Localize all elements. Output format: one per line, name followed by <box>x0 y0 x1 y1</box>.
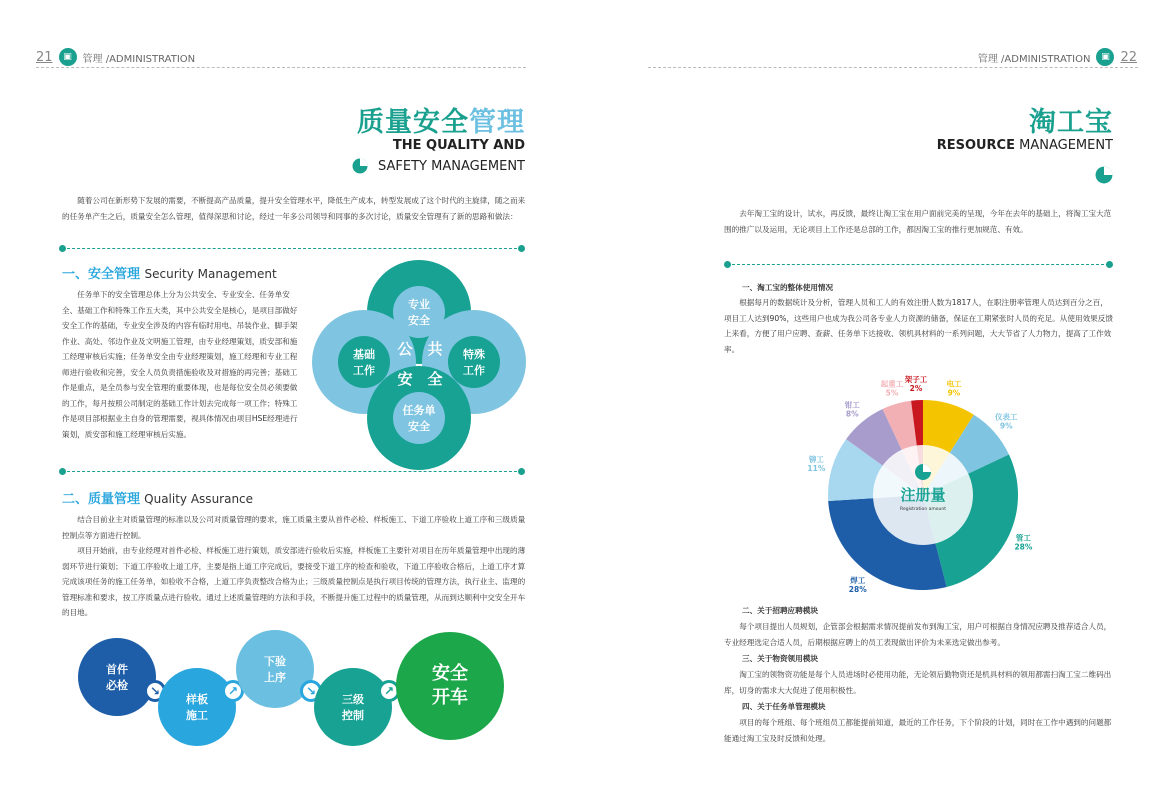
header-rule <box>36 67 526 68</box>
center-char: 共 <box>427 340 443 358</box>
section-heading: 一、淘工宝的整体使用情况 <box>742 283 834 292</box>
pie-label-6: 起重工 <box>880 379 904 389</box>
subtitle-rest: MANAGEMENT <box>1014 138 1113 153</box>
page-number: 22 <box>1120 49 1137 65</box>
quality-flow-diagram <box>78 628 508 748</box>
ring-center <box>392 338 448 394</box>
arrow-icon: ↗ <box>378 680 400 702</box>
subtitle-2: SAFETY MANAGEMENT <box>378 158 525 174</box>
flow-step: 样板 施工 <box>158 668 236 746</box>
heading-cn: 二、质量管理 <box>62 492 141 507</box>
flow-step-final: 安全 开车 <box>396 632 504 740</box>
header-label: 管理 /ADMINISTRATION <box>82 53 196 65</box>
arrow-icon: ↗ <box>222 680 244 702</box>
pie-label-1: 仪表工 <box>995 412 1018 422</box>
pie-value-5: 8% <box>845 409 859 419</box>
section-heading: 三、关于物资领用模块 <box>742 654 818 663</box>
pie-label-2: 管工 <box>1015 533 1031 543</box>
ring-top-label: 专业 安全 <box>393 286 445 338</box>
flow-step: 首件 必检 <box>78 638 156 716</box>
center-char: 安 <box>397 370 413 388</box>
ring-right-label: 特殊 工作 <box>448 336 500 388</box>
title-part-2: 管理 <box>469 107 525 138</box>
ring-left-label: 基础 工作 <box>338 336 390 388</box>
right-page-header <box>978 48 1137 66</box>
pie-label-7: 架子工 <box>904 375 928 385</box>
subtitle-bold: RESOURCE <box>936 138 1015 153</box>
safety-ring-diagram <box>312 260 526 474</box>
subtitle-row <box>352 158 525 174</box>
task-paragraph: 项目的每个班组、每个班组员工都能提前知道，最近的工作任务，下个阶段的计划，同时在工作中遇到的问题都能通过淘工宝及时反馈和处理。 <box>724 718 1112 743</box>
arrow-icon: ↘ <box>300 680 322 702</box>
page-title <box>357 100 525 139</box>
security-paragraph: 任务单下的安全管理总体上分为公共安全、专业安全、任务单安全、基础工作和特殊工作五大类，其中公共安全是核心，是项目部做好安全工作的基础，专业安全涉及的内容有临时用电、吊装作业、脚手架作业、高处、邻边作业及文明施工管理，由专业经理策划，质安部和施工经理审核后实施；任务单安全由专业经理策划，施工经理和专业工程师进行验收和完善，安全人员负责措施验收及对措施的再完善；基础工作是重点，是全员参与安全管理的重要体现，也是每位安全员必须要做的工作，每月按照公司制定的基础工作计划去完成每一项工作；特殊工作是项目部根据业主自身的管理需要，视具体情况由项目HSE经理进行策划，质安部和施工经理审核后实施。 <box>62 290 298 439</box>
section-heading: 二、关于招聘应聘模块 <box>742 606 818 615</box>
section-divider <box>727 264 1109 265</box>
chart-title: 注册量 <box>900 486 946 504</box>
divider-dot <box>518 468 525 475</box>
pie-label-3: 焊工 <box>850 575 866 585</box>
pie-value-6: 5% <box>885 388 899 398</box>
flow-step: 三级 控制 <box>314 668 392 746</box>
pie-value-2: 28% <box>1014 542 1033 552</box>
pie-label-0: 电工 <box>946 379 962 389</box>
section-heading-security <box>62 263 277 282</box>
pie-label-4: 铆工 <box>808 455 824 465</box>
heading-en: Security Management <box>144 267 277 281</box>
material-paragraph: 淘工宝的领物资功能是每个人员进场时必使用功能，无论领后勤物资还是机具材料的领用都需扫淘工宝二维码出库，切身的需求大大促进了使用积极性。 <box>724 670 1112 695</box>
arrow-icon: ↘ <box>144 680 166 702</box>
pie-value-4: 11% <box>807 464 826 474</box>
intro-paragraph: 随着公司在新形势下发展的需要，不断提高产品质量，提升安全管理水平，降低生产成本，转型发展成了这个时代的主旋律，随之而来的任务单产生之后，质量安全怎么管理，值得深思和讨论，经过一年多公司领导和同事的多次讨论，质量安全管理有了新的思路和做法： <box>62 196 526 221</box>
chart-subtitle: Registration amount <box>900 507 946 512</box>
section-divider <box>62 248 522 249</box>
heading-cn: 一、安全管理 <box>62 267 141 282</box>
pie-label-5: 钳工 <box>844 400 860 410</box>
left-page-header <box>36 48 195 66</box>
center-char: 全 <box>427 370 443 388</box>
pie-icon <box>352 158 368 174</box>
usage-paragraph: 根据每月的数据统计及分析，管理人员和工人的有效注册人数为1817人，在职注册率管理人员达到百分之百，项目工人达到90%，这些用户也成为我公司各专业人力资源的储备，保证在工期紧张时人员的充足。从使用效果反馈上来看，方便了用户应聘、查薪、任务单下达接收、领机具材料的一系列问题，大大节省了人力物力，提高了工作效率。 <box>724 298 1113 354</box>
pie-icon <box>1095 166 1113 184</box>
pie-value-1: 9% <box>999 421 1013 431</box>
subtitle-1: THE QUALITY AND <box>392 138 525 153</box>
ring-bottom-label: 任务单 安全 <box>393 392 445 444</box>
header-label: 管理 /ADMINISTRATION <box>977 53 1091 65</box>
page-title: 淘工宝 <box>1029 107 1113 138</box>
page-number: 21 <box>36 49 53 65</box>
header-rule <box>648 67 1138 68</box>
divider-dot <box>1106 261 1113 268</box>
monitor-icon: ▣ <box>59 48 77 66</box>
registration-pie-chart <box>790 360 1050 600</box>
quality-paragraph-2: 项目开始前，由专业经理对首件必检、样板施工进行策划，质安部进行验收后实施，样板施工主要针对项目在历年质量管理中出现的薄弱环节进行策划；下道工序验收上道工序，主要是指上道工序完成后，要接受下道工序的检查和验收，下道工序验收合格后，上道工序才算完成该项任务的施工任务单，如验收不合格，上道工序负责整改合格为止；三级质量控制点是执行项目传统的管理方法，执行业主、监理的管理标准和要求，按工序质量点进行验收。通过上述质量管理的方法和手段，不断提升施工过程中的质量管理，从而到达顺利中交安全开车的目地。 <box>62 546 526 617</box>
monitor-icon: ▣ <box>1096 48 1114 66</box>
divider-dot <box>724 261 731 268</box>
center-char: 公 <box>397 340 413 358</box>
intro-paragraph: 去年淘工宝的设计，试水，再反馈，最终让淘工宝在用户面前完美的呈现，今年在去年的基础上，将淘工宝大范围的推广以及运用，无论项目上工作还是总部的工作，都因淘工宝的推行更加规范、有效。 <box>724 209 1112 234</box>
section-heading: 四、关于任务单管理模块 <box>742 702 826 711</box>
quality-paragraph-1: 结合目前业主对质量管理的标准以及公司对质量管理的要求，施工质量主要从首件必检、样板施工、下道工序验收上道工序和三级质量控制点等方面进行控制。 <box>62 515 526 540</box>
pie-value-7: 2% <box>909 384 923 394</box>
heading-en: Quality Assurance <box>144 492 254 506</box>
section-heading-quality <box>62 488 253 507</box>
pie-value-3: 28% <box>848 584 867 594</box>
flow-step: 下验 上序 <box>236 630 314 708</box>
divider-dot <box>518 245 525 252</box>
section-divider <box>62 471 522 472</box>
recruit-paragraph: 每个项目提出人员规划，企管部会根据需求情况提前发布到淘工宝，用户可根据自身情况应聘及推荐适合人员，专业经理选定合适人员，后期根据应聘上的员工表现做出评价为未来选定做出参考。 <box>724 622 1112 647</box>
subtitle <box>937 138 1113 153</box>
divider-dot <box>59 468 66 475</box>
divider-dot <box>59 245 66 252</box>
pie-value-0: 9% <box>947 388 961 398</box>
title-part-1: 质量安全 <box>357 107 469 138</box>
